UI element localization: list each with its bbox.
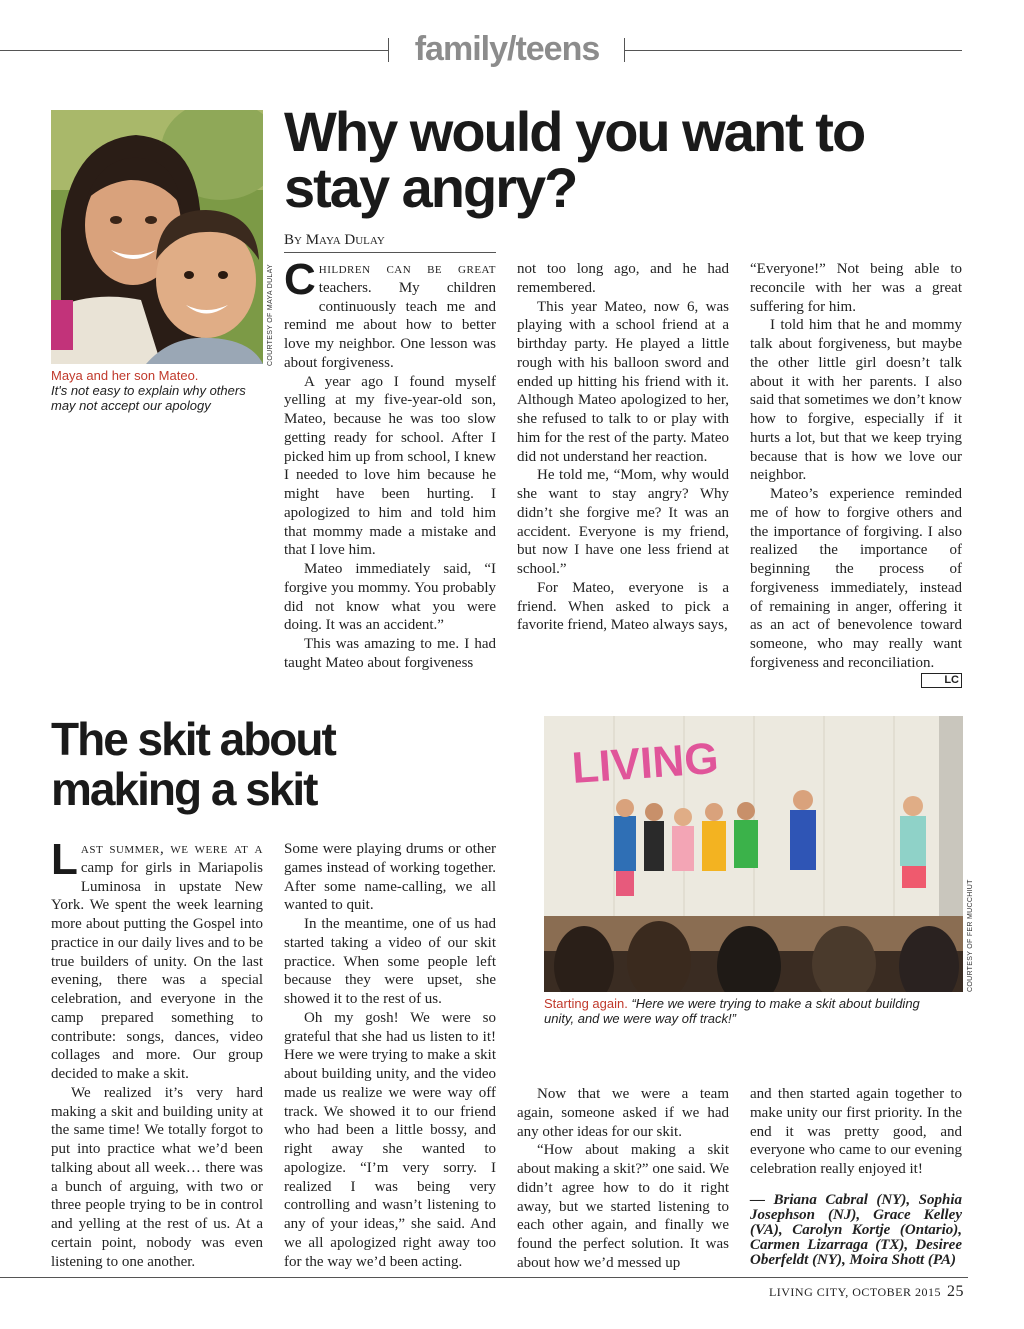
article2-paragraph-6-start: “How about making a skit about making a skit?” one said. We didn’t agree how to do it right away, but we started listening to each other again, and finally we found the perfect solution. It was about how we’d messed up: [517, 1142, 729, 1271]
skit-stage-photo-illustration: [544, 716, 963, 992]
article1-lead-smallcaps: hildren can be great: [318, 261, 496, 277]
article2-lead-smallcaps: ast summer, we were at a: [80, 841, 263, 857]
article1-caption-text: It's not easy to explain why others may not accept our apology: [51, 383, 246, 413]
article1-paragraph-1: [284, 255, 496, 373]
article1-column-3: [750, 260, 962, 688]
article2-caption: [544, 996, 944, 1026]
article1-caption-lead: Maya and her son Mateo.: [51, 368, 199, 383]
article2-paragraph-2-continued: Some were playing drums or other games instead of working together. After some name-calling, we all wanted to quit.: [284, 841, 496, 914]
article1-p9-text: Mateo’s experience reminded me of how to forgive others and the importance of forgiving. I also realized the importance of beginning the process of forgiveness immediately, instead of remaining in anger, offering it as an act of benevolence toward someone, who may really want forgiveness and reconciliation.: [750, 486, 962, 671]
article2-caption-text: “Here we were trying to make a skit about building unity, and we were way off track!”: [544, 996, 920, 1026]
mother-son-photo-illustration: [51, 110, 263, 364]
article1-p1-rest: teachers. My children continuously teach me and remind me about how to better love my neighbor. One lesson was about forgiveness.: [284, 279, 496, 371]
stage-banner-text: LIVING: [570, 733, 721, 793]
section-title: family/teens: [414, 30, 600, 68]
article1-paragraph-7-continued: “Everyone!” Not being able to reconcile with her was a great suffering for him.: [750, 261, 962, 315]
article1-dropcap: C: [284, 255, 316, 304]
article1-paragraph-9: [750, 485, 962, 686]
article2-p1-rest: camp for girls in Mariapolis Luminosa in upstate New York. We spent the week learning more about putting the Gospel into practice in our daily lives and to be true builders of unity. On the last evening, there was a special celebration, and everyone in the camp prepared something to contribute: songs, dances, video collages and more. Our group decided to make a skit.: [51, 859, 263, 1082]
article2-caption-lead: Starting again.: [544, 996, 628, 1011]
article1-paragraph-7: For Mateo, everyone is a friend. When asked to pick a favorite friend, Mateo always says,: [517, 579, 729, 634]
footer: [769, 1283, 964, 1301]
article2-column-1: [51, 835, 263, 1271]
footer-rule: [0, 1277, 968, 1278]
article2-paragraph-1: [51, 835, 263, 1084]
article1-photo: [51, 110, 263, 364]
article1-byline: [284, 232, 496, 253]
lc-end-mark-icon: LC: [921, 673, 962, 688]
article2-headline: The skit about making a skit: [51, 713, 335, 815]
article2-column-3: [517, 1085, 729, 1273]
article2-paragraph-5: Now that we were a team again, someone asked if we had any other ideas for our skit.: [517, 1086, 729, 1140]
byline-name: Maya Dulay: [305, 232, 385, 248]
article2-photo: [544, 716, 963, 992]
header-tick-left: [388, 38, 389, 62]
article2-paragraph-4: Oh my gosh! We were so grateful that she had us listen to it! Here we were trying to make a skit about building unity, and the video made us realize we were way off track. We showed it to our friend who had been a little bossy, and right away she wanted to apologize. “I’m very sorry. I realized I was being very controlling and wasn’t listening to any of your ideas,” she said. And we all apologized right away too for the way we’d been acting.: [284, 1009, 496, 1270]
article2-paragraph-6: and then started again together to make unity our first priority. In the end it was pretty good, and everyone who came to our evening celebration really enjoyed it!: [750, 1086, 962, 1177]
footer-publication: LIVING CITY, OCTOBER 2015: [768, 1285, 941, 1299]
article2-dropcap: L: [51, 835, 78, 884]
article2-column-2: [284, 840, 496, 1271]
header-rule-left: [0, 50, 388, 51]
article1-paragraph-3: Mateo immediately said, “I forgive you mommy. You probably did not know what you were doing. It was an accident.”: [284, 561, 496, 634]
article1-headline: Why would you want to stay angry?: [284, 100, 865, 219]
article2-paragraph-3: In the meantime, one of us had started taking a video of our skit practice. When some people left because they were upset, she showed it to the rest of us.: [284, 916, 496, 1007]
article1-caption: [51, 368, 263, 413]
article1-paragraph-5: This year Mateo, now 6, was playing with a school friend at a birthday party. He played a little rough with his balloon sword and ended up hitting his friend with it. Although Mateo apologized to her, she refused to talk to or play with him for the rest of the party. Mateo did not understand her reaction.: [517, 298, 729, 465]
article2-photo-credit: COURTESY OF FER MUCCHIUT: [967, 879, 974, 992]
article1-photo-credit: COURTESY OF MAYA DULAY: [267, 263, 274, 366]
article2-paragraph-2: We realized it’s very hard making a skit and building unity at the same time! We totally forgot to put into practice what we’d been talking about all week… there was a bunch of arguing, with two or three people trying to be in control and yelling at the rest of us. At a certain point, nobody was even listening to one another.: [51, 1084, 263, 1270]
footer-page-number: 25: [947, 1283, 964, 1300]
article1-paragraph-6: He told me, “Mom, why would she want to stay angry? Why didn’t she forgive me? It was an accident. Everyone is my friend, but now I have one less friend at school.”: [517, 467, 729, 577]
header-rule-right: [624, 50, 962, 51]
article1-paragraph-4-continued: not too long ago, and he had remembered.: [517, 261, 729, 296]
article1-column-2: [517, 260, 729, 635]
article2-column-4: [750, 1085, 962, 1179]
article1-paragraph-8: I told him that he and mommy talk about forgiveness, but maybe the other little girl doesn’t talk about it with her parents. I also said that sometimes we don’t know how to forgive, especially if it hurts a lot, but that we keep trying because that is how we love our neighbor.: [750, 317, 962, 484]
article1-column-1: [284, 255, 496, 673]
article1-paragraph-4: This was amazing to me. I had taught Mateo about forgiveness: [284, 636, 496, 671]
byline-prefix: By: [284, 232, 302, 248]
article1-paragraph-2: A year ago I found myself yelling at my five-year-old son, Mateo, because he was too slow getting ready for school. After I picked him up from school, I knew I needed to love him because he might have been hurting. I apologized to him and told him that mommy made a mistake and that I love him.: [284, 373, 496, 559]
article2-signature: — Briana Cabral (NY), Sophia Josephson (NJ), Grace Kelley (VA), Carolyn Kortje (Ontario), Carmen Lizarraga (TX), Desiree Oberfeldt (NY), Moira Shott (PA): [750, 1192, 962, 1268]
